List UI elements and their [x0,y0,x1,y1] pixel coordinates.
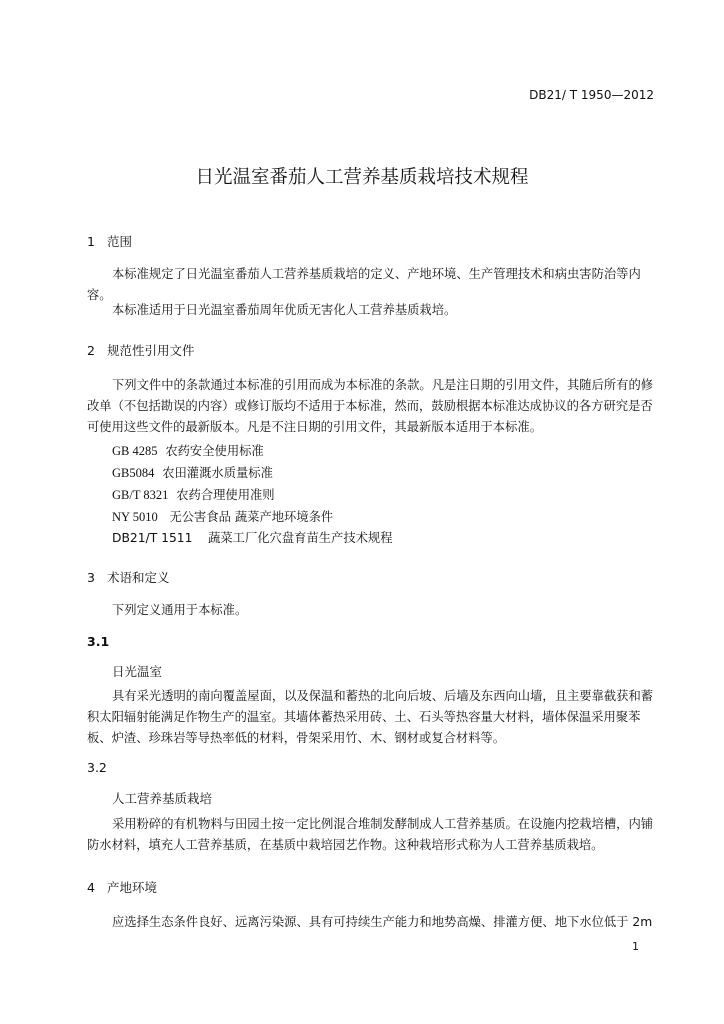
section-4-paragraph-1: 应选择生态条件良好、远离污染源、具有可持续生产能力和地势高燥、排灌方便、地下水位低于 2m [112,915,653,929]
section-title: 产地环境 [107,880,158,895]
reference-item [112,485,275,503]
reference-code: DB21/T 1511 [112,531,193,545]
term-3-1-number: 3.1 [87,634,110,649]
section-title: 术语和定义 [107,570,170,585]
section-number: 4 [87,880,95,895]
reference-code: GB 4285 [112,444,158,458]
term-3-1-definition: 具有采光透明的南向覆盖屋面，以及保温和蓄热的北向后坡、后墙及东西向山墙，且主要靠截获和蓄积太阳辐射能满足作物生产的温室。其墙体蓄热采用砖、土、石头等热容量大材料，墙体保温采用聚苯板、炉渣、珍珠岩等导热率低的材料，骨架采用竹、木、钢材或复合材料等。 [87,689,654,745]
section-2-paragraph-1: 下列文件中的条款通过本标准的引用而成为本标准的条款。凡是注日期的引用文件，其随后所有的修改单（不包括勘误的内容）或修订版均不适用于本标准，然而，鼓励根据本标准达成协议的各方研究是否可使用这些文件的最新版本。凡是不注日期的引用文件，其最新版本适用于本标准。 [87,378,654,434]
reference-code: GB/T 8321 [112,488,169,502]
section-number: 1 [87,234,95,249]
term-3-2-definition: 采用粉碎的有机物料与田园土按一定比例混合堆制发酵制成人工营养基质。在设施内挖栽培槽，内铺防水材料，填充人工营养基质，在基质中栽培园艺作物。这种栽培形式称为人工营养基质栽培。 [87,817,654,852]
section-number: 2 [87,343,95,358]
term-3-2-number: 3.2 [87,760,107,775]
section-title: 规范性引用文件 [107,343,195,358]
reference-name: 农田灌溉水质量标准 [162,466,273,480]
section-2-heading [87,341,195,359]
section-1-heading [87,232,132,250]
section-title: 范围 [107,234,133,249]
document-title: 日光温室番茄人工营养基质栽培技术规程 [195,167,529,188]
section-4-heading [87,878,157,896]
reference-name: 无公害食品 蔬菜产地环境条件 [169,510,334,524]
reference-item [112,507,333,525]
reference-code: NY 5010 [112,510,158,524]
section-1-paragraph-2: 本标准适用于日光温室番茄周年优质无害化人工营养基质栽培。 [112,303,457,317]
section-3-heading [87,568,170,586]
reference-item [112,463,273,481]
page-number: 1 [632,940,639,953]
term-3-1-name: 日光温室 [112,664,163,679]
reference-name: 农药合理使用准则 [176,488,275,502]
reference-item [112,441,264,459]
section-number: 3 [87,570,95,585]
reference-name: 蔬菜工厂化穴盘育苗生产技术规程 [208,531,393,545]
section-3-paragraph-1: 下列定义通用于本标准。 [112,603,248,617]
term-3-2-name: 人工营养基质栽培 [112,791,213,806]
section-1-paragraph-1: 本标准规定了日光温室番茄人工营养基质栽培的定义、产地环境、生产管理技术和病虫害防治等内容。 [87,267,641,302]
reference-code: GB5084 [112,466,155,480]
reference-item [112,528,393,546]
reference-name: 农药安全使用标准 [165,444,264,458]
standard-code: DB21/ T 1950—2012 [529,88,654,102]
